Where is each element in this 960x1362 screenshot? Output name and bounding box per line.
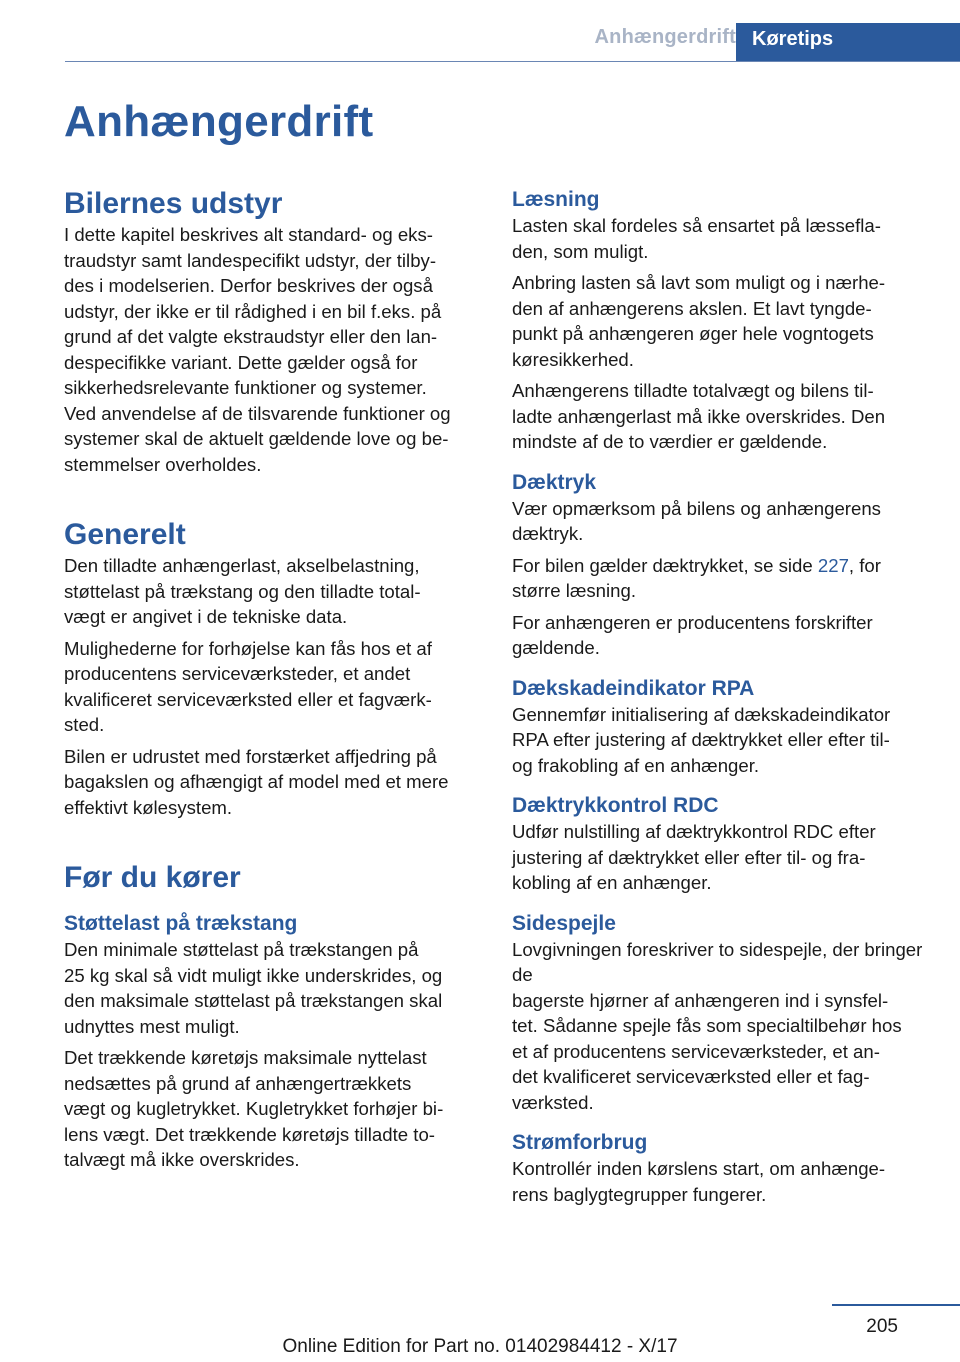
paragraph-stoettelast-2: Det trækkende køretøjs maksimale nyttelast nedsættes på grund af anhængertrækkets vægt og kugletrykket. Kugletrykket forhøjer bi- lens vægt. Det trækkende køretøjs tilladte to- talvægt må ikke overskrides. xyxy=(64,1047,444,1170)
heading-generelt: Generelt xyxy=(64,518,186,551)
subheading-laesning: Læsning xyxy=(512,188,600,211)
heading-bilernes-udstyr: Bilernes udstyr xyxy=(64,187,283,220)
page-number: 205 xyxy=(866,1316,898,1337)
daektryk-text-tail: , for xyxy=(848,554,881,576)
subheading-stoettelast: Støttelast på trækstang xyxy=(64,912,298,935)
subheading-stroemforbrug: Strømforbrug xyxy=(512,1131,648,1154)
edition-note: Online Edition for Part no. 01402984412 - X/17 xyxy=(282,1336,678,1357)
paragraph-rpa: Gennemfør initialisering af dækskadeindikator RPA efter justering af dæktrykket eller efter til- og frakobling af en anhænger. xyxy=(512,703,891,776)
daektryk-text: For bilen gælder dæktrykket, se side xyxy=(512,554,818,576)
paragraph-daektryk-3: For anhængeren er producentens forskrifter gældende. xyxy=(512,611,873,658)
paragraph-daektryk-1: Vær opmærksom på bilens og anhængerens dæktryk. xyxy=(512,497,881,544)
paragraph-laesning-3: Anhængerens tilladte totalvægt og bilens til- ladte anhængerlast må ikke overskrides. Den mindste af de to værdier er gældende. xyxy=(512,380,886,452)
paragraph-generelt-2: Mulighederne for forhøjelse kan fås hos et af producentens serviceværksteder, et andet kvalificeret serviceværksted eller et fagværk- sted. xyxy=(64,637,432,735)
right-column xyxy=(512,186,932,1207)
page-ref-link[interactable]: 227 xyxy=(817,554,849,576)
paragraph-generelt-1: Den tilladte anhængerlast, akselbelastning, støttelast på trækstang og den tilladte total- vægt er angivet i de tekniske data. xyxy=(64,555,421,627)
subheading-rpa: Dækskadeindikator RPA xyxy=(512,676,755,700)
paragraph-sidespejle: Lovgivningen foreskriver to sidespejle, der bringer de bagerste hjørner af anhængeren ind i synsfel- tet. Sådanne spejle fås som specialtilbehør hos et af producentens serviceværksteder, et an- det kvalificeret serviceværksted eller et fag- værksted. xyxy=(512,938,923,1113)
paragraph-rdc: Udfør nulstilling af dæktrykkontrol RDC efter justering af dæktrykket eller efter til- og fra- kobling af en anhænger. xyxy=(512,821,876,893)
paragraph-daektryk-2 xyxy=(512,553,932,604)
page-header xyxy=(0,0,960,62)
chapter-tab[interactable]: Køretips xyxy=(736,23,960,62)
paragraph-laesning-2: Anbring lasten så lavt som muligt og i nærhe- den af anhængerens akslen. Et lavt tyngde- punkt på anhængeren øger hele vogntogets køresikkerhed. xyxy=(512,272,886,370)
paragraph-stroemforbrug: Kontrollér inden kørslens start, om anhænge- rens baglygtegrupper fungerer. xyxy=(512,1158,886,1205)
left-column xyxy=(64,186,484,1173)
paragraph-stoettelast-1: Den minimale støttelast på trækstangen på 25 kg skal så vidt muligt ikke underskrides, og den maksimale støttelast på trækstangen skal udnyttes mest muligt. xyxy=(64,939,443,1037)
section-tab[interactable]: Anhængerdrift xyxy=(594,26,736,48)
subheading-sidespejle: Sidespejle xyxy=(512,911,616,935)
footer-divider xyxy=(832,1304,960,1306)
paragraph-laesning-1: Lasten skal fordeles så ensartet på læssefla- den, som muligt. xyxy=(512,215,881,262)
subheading-rdc: Dæktrykkontrol RDC xyxy=(512,794,719,817)
subheading-daektryk: Dæktryk xyxy=(512,470,597,494)
paragraph-generelt-3: Bilen er udrustet med forstærket affjedring på bagakslen og afhængigt af model med et mere effektivt kølesystem. xyxy=(64,745,449,818)
paragraph-bilernes-udstyr: I dette kapitel beskrives alt standard- og eks- traudstyr samt landespecifikt udstyr, der tilby- des i modelserien. Derfor beskrives der også udstyr, der ikke er til rådighed i en bil f.eks. på grund af det valgte ekstraudstyr eller den lan- despecifikke variant. Dette gælder også for sikkerhedsrelevante funktioner og systemer. Ved anvendelse af de tilsvarende funktioner og systemer skal de aktuelt gældende love og be- stemmelser overholdes. xyxy=(64,224,451,475)
daektryk-text-line2: større læsning. xyxy=(512,580,636,601)
page-title: Anhængerdrift xyxy=(64,97,374,146)
header-divider xyxy=(65,61,960,62)
heading-foer-du-koerer: Før du kører xyxy=(64,861,241,894)
